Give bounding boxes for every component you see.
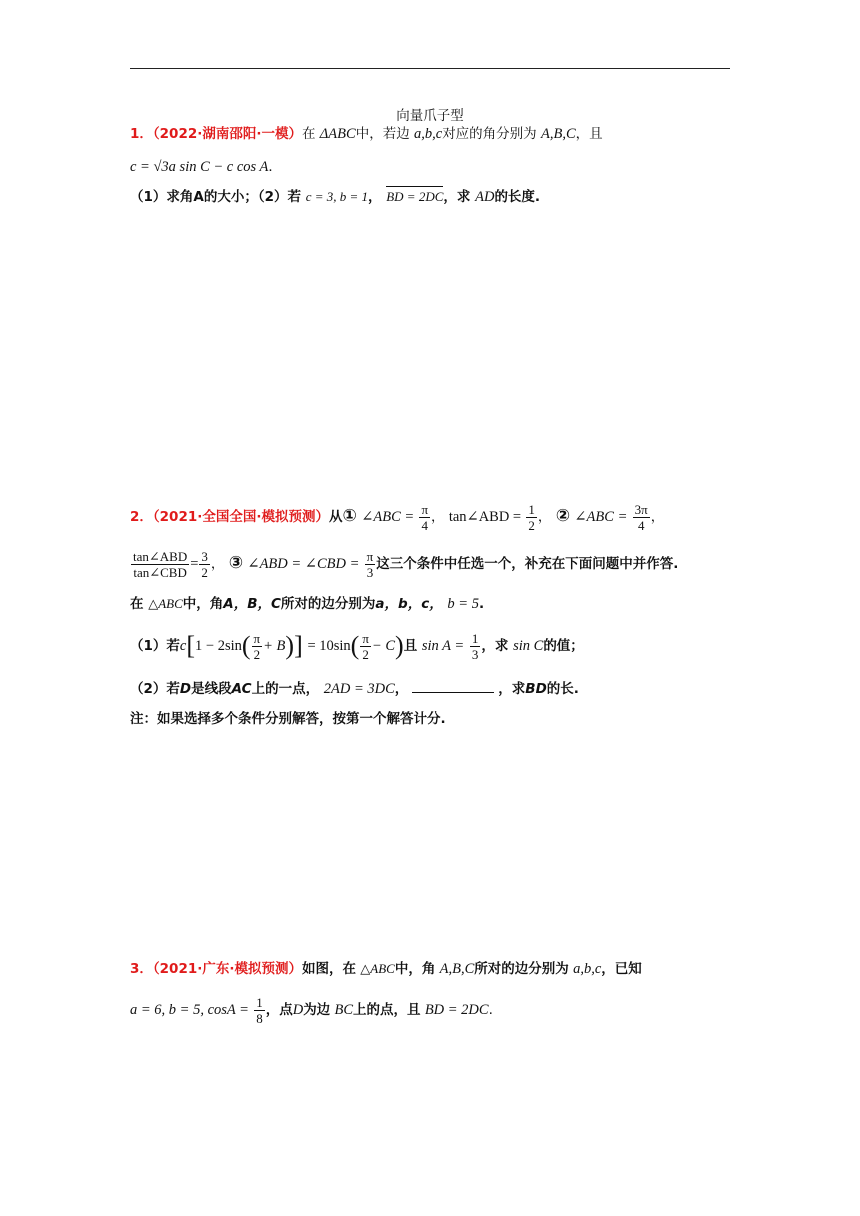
text: （2）若 <box>130 681 180 697</box>
page-title: 向量爪子型 <box>396 108 464 124</box>
math-c2: ∠ABC = <box>574 509 628 525</box>
math-vector-eq: BD = 2DC <box>386 187 443 207</box>
text: ，且 <box>575 126 603 142</box>
fraction <box>199 549 210 580</box>
problem-2-setup <box>130 594 484 614</box>
text-sides: a，b，c， <box>375 596 443 612</box>
text: 的值； <box>543 638 584 654</box>
option-3-mark: ③ <box>228 553 244 573</box>
text: 中，角 <box>394 961 436 977</box>
problem-2-number: 2． <box>130 509 153 525</box>
frac-den: 2 <box>362 646 369 662</box>
math: BD = 2DC <box>424 1002 489 1018</box>
math-given: c = 3, b = 1 <box>305 189 369 204</box>
frac-den: 3 <box>471 646 479 662</box>
problem-2-line-1: 2．（2021·全国全国·模拟预测）从① ∠ABC = $\frac{\pi}{4}$ ， tan∠ABD = $\frac{1}{2}$ ， ② ∠ABC = $\frac{3\pi}{4}$ ， <box>130 501 665 533</box>
math-angles: A,B,C <box>540 126 576 142</box>
text: ． <box>268 159 282 175</box>
fraction <box>419 502 430 533</box>
frac-den: 4 <box>637 517 645 533</box>
math: − C <box>371 638 396 654</box>
frac-num: 3 <box>201 548 208 564</box>
math-angles: A,B,C <box>439 961 475 977</box>
text: ，求 <box>481 638 509 654</box>
math-c3: ∠ABD = ∠CBD = <box>247 556 360 572</box>
answer-blank[interactable] <box>412 678 494 693</box>
text: 是线段 <box>191 681 232 697</box>
math: sin C <box>513 638 544 654</box>
text: （1）若 <box>130 638 180 654</box>
frac-num: π <box>362 630 369 646</box>
fraction <box>365 549 376 580</box>
math: BC <box>334 1002 354 1018</box>
frac-den: 2 <box>201 564 208 580</box>
text: . <box>488 1002 493 1018</box>
text: ， <box>394 681 409 697</box>
frac-num: π <box>421 501 429 517</box>
text: 中，若边 <box>355 126 410 142</box>
fraction <box>526 502 537 533</box>
math-triangle: ΔABC <box>319 126 356 142</box>
text: 的长度. <box>494 189 541 205</box>
text: BD <box>525 681 547 697</box>
frac-den: 3 <box>366 564 374 580</box>
math-b5: b = 5 <box>447 596 479 612</box>
math: 1 − 2sin <box>195 638 242 654</box>
fraction <box>360 631 371 662</box>
math: + B <box>263 638 286 654</box>
text: （1）求角A的大小；（2）若 <box>130 189 301 205</box>
text-vars: A，B，C <box>223 596 281 612</box>
text: ，点 <box>265 1002 293 1018</box>
text: 所对的边分别为 <box>280 596 376 612</box>
problem-3-line-2 <box>130 990 493 1030</box>
math: sin A = <box>421 638 465 654</box>
problem-1-line-1 <box>130 124 603 144</box>
text: 在 <box>130 596 144 612</box>
problem-1-source: （2022·湖南邵阳·一模） <box>152 126 302 142</box>
problem-2-line-2: $\frac{\text{tan∠ABD}}{\text{tan∠CBD}}$ = $\frac{3}{2}$ ， ③ ∠ABD = ∠CBD = $\frac{\pi}{3}$ 这三个条件中任选一个，补充在下面问题中并作答. <box>133 548 679 580</box>
text: 在 <box>302 126 316 142</box>
math-c1: ∠ABC = <box>361 509 415 525</box>
frac-num: 1 <box>471 630 479 646</box>
text: 上的一点， <box>251 681 320 697</box>
math: c <box>179 638 187 654</box>
option-2-mark: ② <box>555 506 571 526</box>
frac-num: π <box>253 630 261 646</box>
problem-2-note: 注：如果选择多个条件分别解答，按第一个解答计分. <box>130 711 446 727</box>
frac-den: 2 <box>253 646 261 662</box>
math-equation: c = √3a sin C − c cos A <box>130 159 269 175</box>
problem-1-questions <box>130 187 540 207</box>
fraction <box>254 995 265 1026</box>
problem-2-source: （2021·全国全国·模拟预测） <box>152 509 329 525</box>
text: D <box>179 681 192 697</box>
header-rule <box>130 68 730 69</box>
text: 上的点，且 <box>353 1002 421 1018</box>
math: 2AD = 3DC <box>323 681 395 697</box>
math-tan: tan∠ABD = <box>448 509 522 525</box>
math-triangle: △ABC <box>148 596 183 611</box>
frac-num: tan∠ABD <box>133 548 188 564</box>
problem-3-line-1 <box>130 959 642 979</box>
frac-num: 1 <box>528 501 535 517</box>
frac-den: tan∠CBD <box>133 564 187 580</box>
text: ，已知 <box>601 961 642 977</box>
fraction <box>633 502 650 533</box>
option-1-mark: ① <box>342 506 357 526</box>
frac-num: 3π <box>634 501 648 517</box>
problem-2-q2 <box>130 678 579 699</box>
text: 为边 <box>303 1002 331 1018</box>
problem-2-q1: （1）若c[1 − 2sin( $\frac{\pi}{2}$ + B)] = 10sin( $\frac{\pi}{2}$ − C)且 sin A = $\frac{1}{3}$ ，求 sin C的值； <box>130 630 584 662</box>
frac-num: 1 <box>256 994 263 1010</box>
text: ，求 <box>498 681 526 697</box>
text: 的长. <box>546 681 579 697</box>
problem-3-source: （2021·广东·模拟预测） <box>152 961 302 977</box>
math-ad: AD <box>475 189 495 205</box>
math-sides: a,b,c <box>573 961 602 977</box>
frac-den: 4 <box>421 517 428 533</box>
math: = 10sin <box>307 638 351 654</box>
problem-3-number: 3． <box>130 961 153 977</box>
math-sides: a,b,c <box>414 126 443 142</box>
text: . <box>478 596 485 612</box>
math: D <box>292 1002 304 1018</box>
text: AC <box>231 681 252 697</box>
text: 中，角 <box>182 596 224 612</box>
math-triangle: △ABC <box>360 961 395 976</box>
text: 对应的角分别为 <box>442 126 537 142</box>
instruction: 这三个条件中任选一个，补充在下面问题中并作答. <box>376 556 679 572</box>
frac-den: 2 <box>528 517 535 533</box>
fraction <box>252 631 263 662</box>
problem-1-line-2 <box>130 157 282 177</box>
fraction <box>131 549 189 580</box>
frac-num: π <box>366 548 374 564</box>
text: ，求 <box>443 189 471 205</box>
text: ， <box>368 189 382 205</box>
text: 所对的边分别为 <box>474 961 569 977</box>
math-given: a = 6, b = 5, cosA = <box>130 1002 249 1018</box>
frac-den: 8 <box>256 1010 263 1026</box>
problem-1-number: 1． <box>130 126 153 142</box>
text: 如图，在 <box>302 961 356 977</box>
text: 从 <box>329 509 343 525</box>
text: 且 <box>403 638 418 654</box>
fraction <box>470 631 481 662</box>
